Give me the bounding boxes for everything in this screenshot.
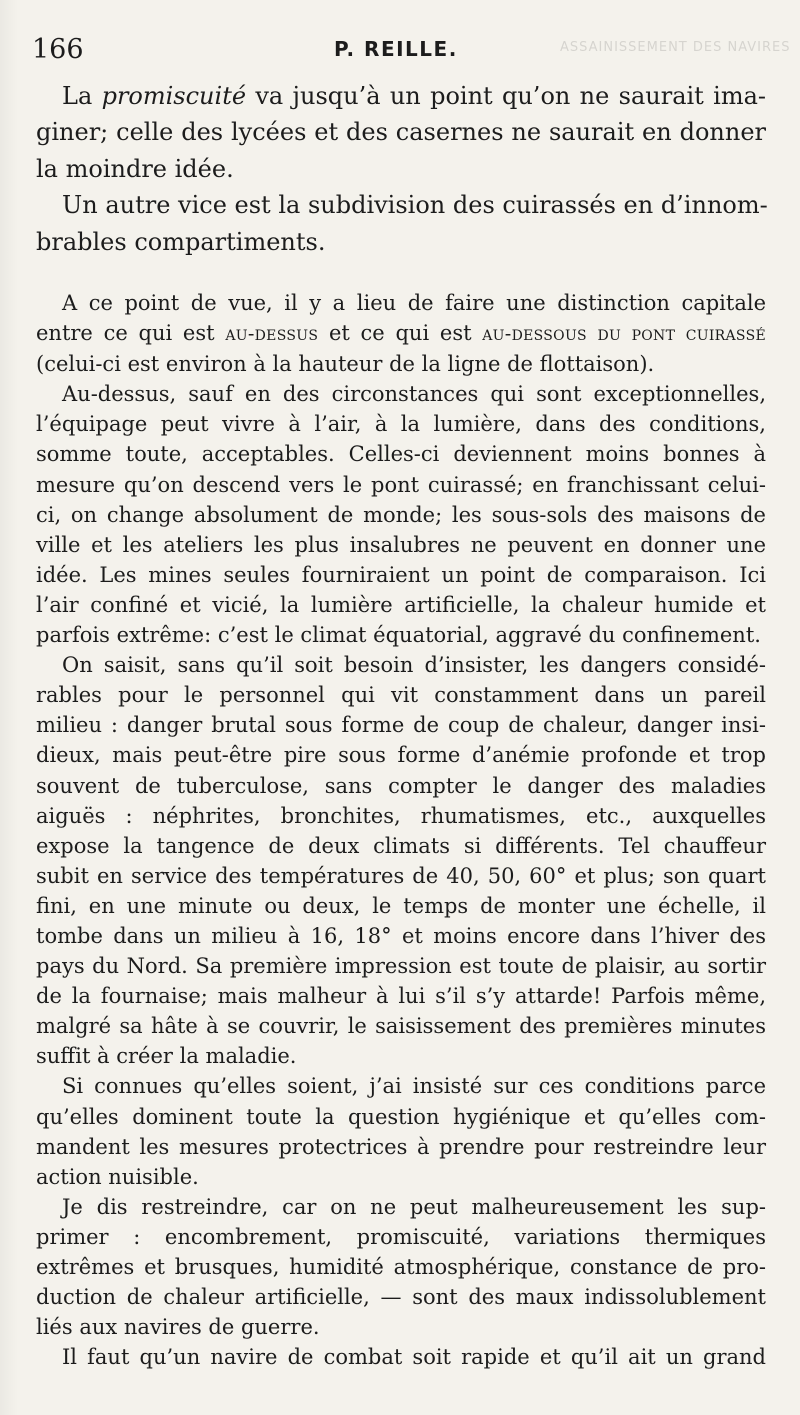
running-head: P. REILLE.: [334, 37, 458, 61]
text-segment: La: [62, 82, 102, 110]
text-line: mesure qu’on descend vers le pont cuirassé; en franchissant celui-: [36, 472, 766, 497]
text-line: (celui-ci est environ à la hauteur de la ligne de flottaison).: [36, 352, 655, 377]
text-line: primer : encombrement, promiscuité, variations thermiques: [36, 1224, 766, 1249]
text-segment: va jusqu’à un point qu’on ne saurait ima-: [246, 82, 767, 110]
paragraph-conditions: [36, 1071, 766, 1191]
text-line: souvent de tuberculose, sans compter le danger des maladies: [36, 773, 766, 798]
text-line: pays du Nord. Sa première impression est toute de plaisir, au sortir: [36, 954, 766, 979]
paragraph-dangers: [36, 650, 766, 1071]
text-line: Si connues qu’elles soient, j’ai insisté sur ces conditions parce: [62, 1074, 766, 1099]
large-text-block: [36, 78, 766, 260]
text-line: On saisit, sans qu’il soit besoin d’insister, les dangers considé-: [62, 653, 766, 678]
text-line: Un autre vice est la subdivision des cuirassés en d’innom-: [62, 191, 768, 220]
text-line: parfois extrême: c’est le climat équatorial, aggravé du confinement.: [36, 623, 761, 648]
page-number: 166: [32, 34, 84, 65]
text-line: liés aux navires de guerre.: [36, 1315, 320, 1340]
text-line: la moindre idée.: [36, 154, 234, 183]
text-line: l’équipage peut vivre à l’air, à la lumière, dans des conditions,: [36, 412, 766, 437]
text-line: expose la tangence de deux climats si différents. Tel chauffeur: [36, 833, 766, 858]
text-line: somme toute, acceptables. Celles-ci deviennent moins bonnes à: [36, 442, 766, 467]
show-through-text: ASSAINISSEMENT DES NAVIRES: [560, 40, 791, 55]
paragraph-au-dessus: [36, 379, 766, 650]
text-line: duction de chaleur artificielle, — sont des maux indissolublement: [36, 1285, 766, 1310]
paragraph-distinction: [36, 288, 766, 379]
text-line: tombe dans un milieu à 16, 18° et moins encore dans l’hiver des: [36, 923, 766, 948]
text-line: de la fournaise; mais malheur à lui s’il s’y attarde! Parfois même,: [36, 984, 766, 1009]
text-line: malgré sa hâte à se couvrir, le saisissement des premières minutes: [36, 1014, 766, 1039]
text-line: aiguës : néphrites, bronchites, rhumatismes, etc., auxquelles: [36, 803, 766, 828]
text-line: Je dis restreindre, car on ne peut malheureusement les sup-: [62, 1194, 766, 1219]
text-line: idée. Les mines seules fourniraient un point de comparaison. Ici: [36, 562, 766, 587]
text-line: A ce point de vue, il y a lieu de faire une distinction capitale: [62, 291, 766, 315]
text-line: milieu : danger brutal sous forme de coup de chaleur, danger insi-: [36, 713, 766, 738]
text-line: [36, 318, 766, 349]
paragraph-promiscuite: [36, 78, 766, 187]
paragraph-restreindre: [36, 1192, 766, 1342]
paragraph-subdivision: [36, 187, 766, 260]
text-line: Au-dessus, sauf en des circonstances qui sont exceptionnelles,: [62, 382, 766, 407]
text-line: dieux, mais peut-être pire sous forme d’anémie profonde et trop: [36, 743, 766, 768]
text-line: extrêmes et brusques, humidité atmosphérique, constance de pro-: [36, 1255, 766, 1279]
text-line: giner; celle des lycées et des casernes ne saurait en donner: [36, 118, 766, 147]
text-line: qu’elles dominent toute la question hygiénique et qu’elles com-: [36, 1104, 766, 1129]
text-line: fini, en une minute ou deux, le temps de monter une échelle, il: [36, 893, 766, 918]
text-line: l’air confiné et vicié, la lumière artificielle, la chaleur humide et: [36, 592, 766, 617]
text-line: [36, 78, 766, 114]
small-text-block: [36, 288, 766, 1372]
text-line: ville et les ateliers les plus insalubres ne peuvent en donner une: [36, 532, 766, 557]
text-line: mandent les mesures protectrices à prendre pour restreindre leur: [36, 1134, 766, 1159]
small-caps-term: au-dessus: [225, 322, 319, 346]
emphasis-term: promiscuité: [101, 82, 247, 110]
text-line: action nuisible.: [36, 1164, 199, 1189]
text-line: ci, on change absolument de monde; les sous-sols des maisons de: [36, 502, 766, 527]
small-caps-term: au-dessous du pont cuirassé: [482, 322, 766, 346]
text-line: subit en service des températures de 40, 50, 60° et plus; son quart: [36, 863, 766, 888]
text-line: rables pour le personnel qui vit constamment dans un pareil: [36, 683, 766, 708]
text-segment: et ce qui est: [318, 321, 483, 346]
paragraph-navire-combat: [36, 1342, 766, 1372]
text-segment: entre ce qui est: [36, 321, 226, 346]
text-line: brables compartiments.: [36, 227, 326, 256]
text-line: suffit à créer la maladie.: [36, 1044, 297, 1069]
text-line: Il faut qu’un navire de combat soit rapide et qu’il ait un grand: [62, 1345, 766, 1370]
